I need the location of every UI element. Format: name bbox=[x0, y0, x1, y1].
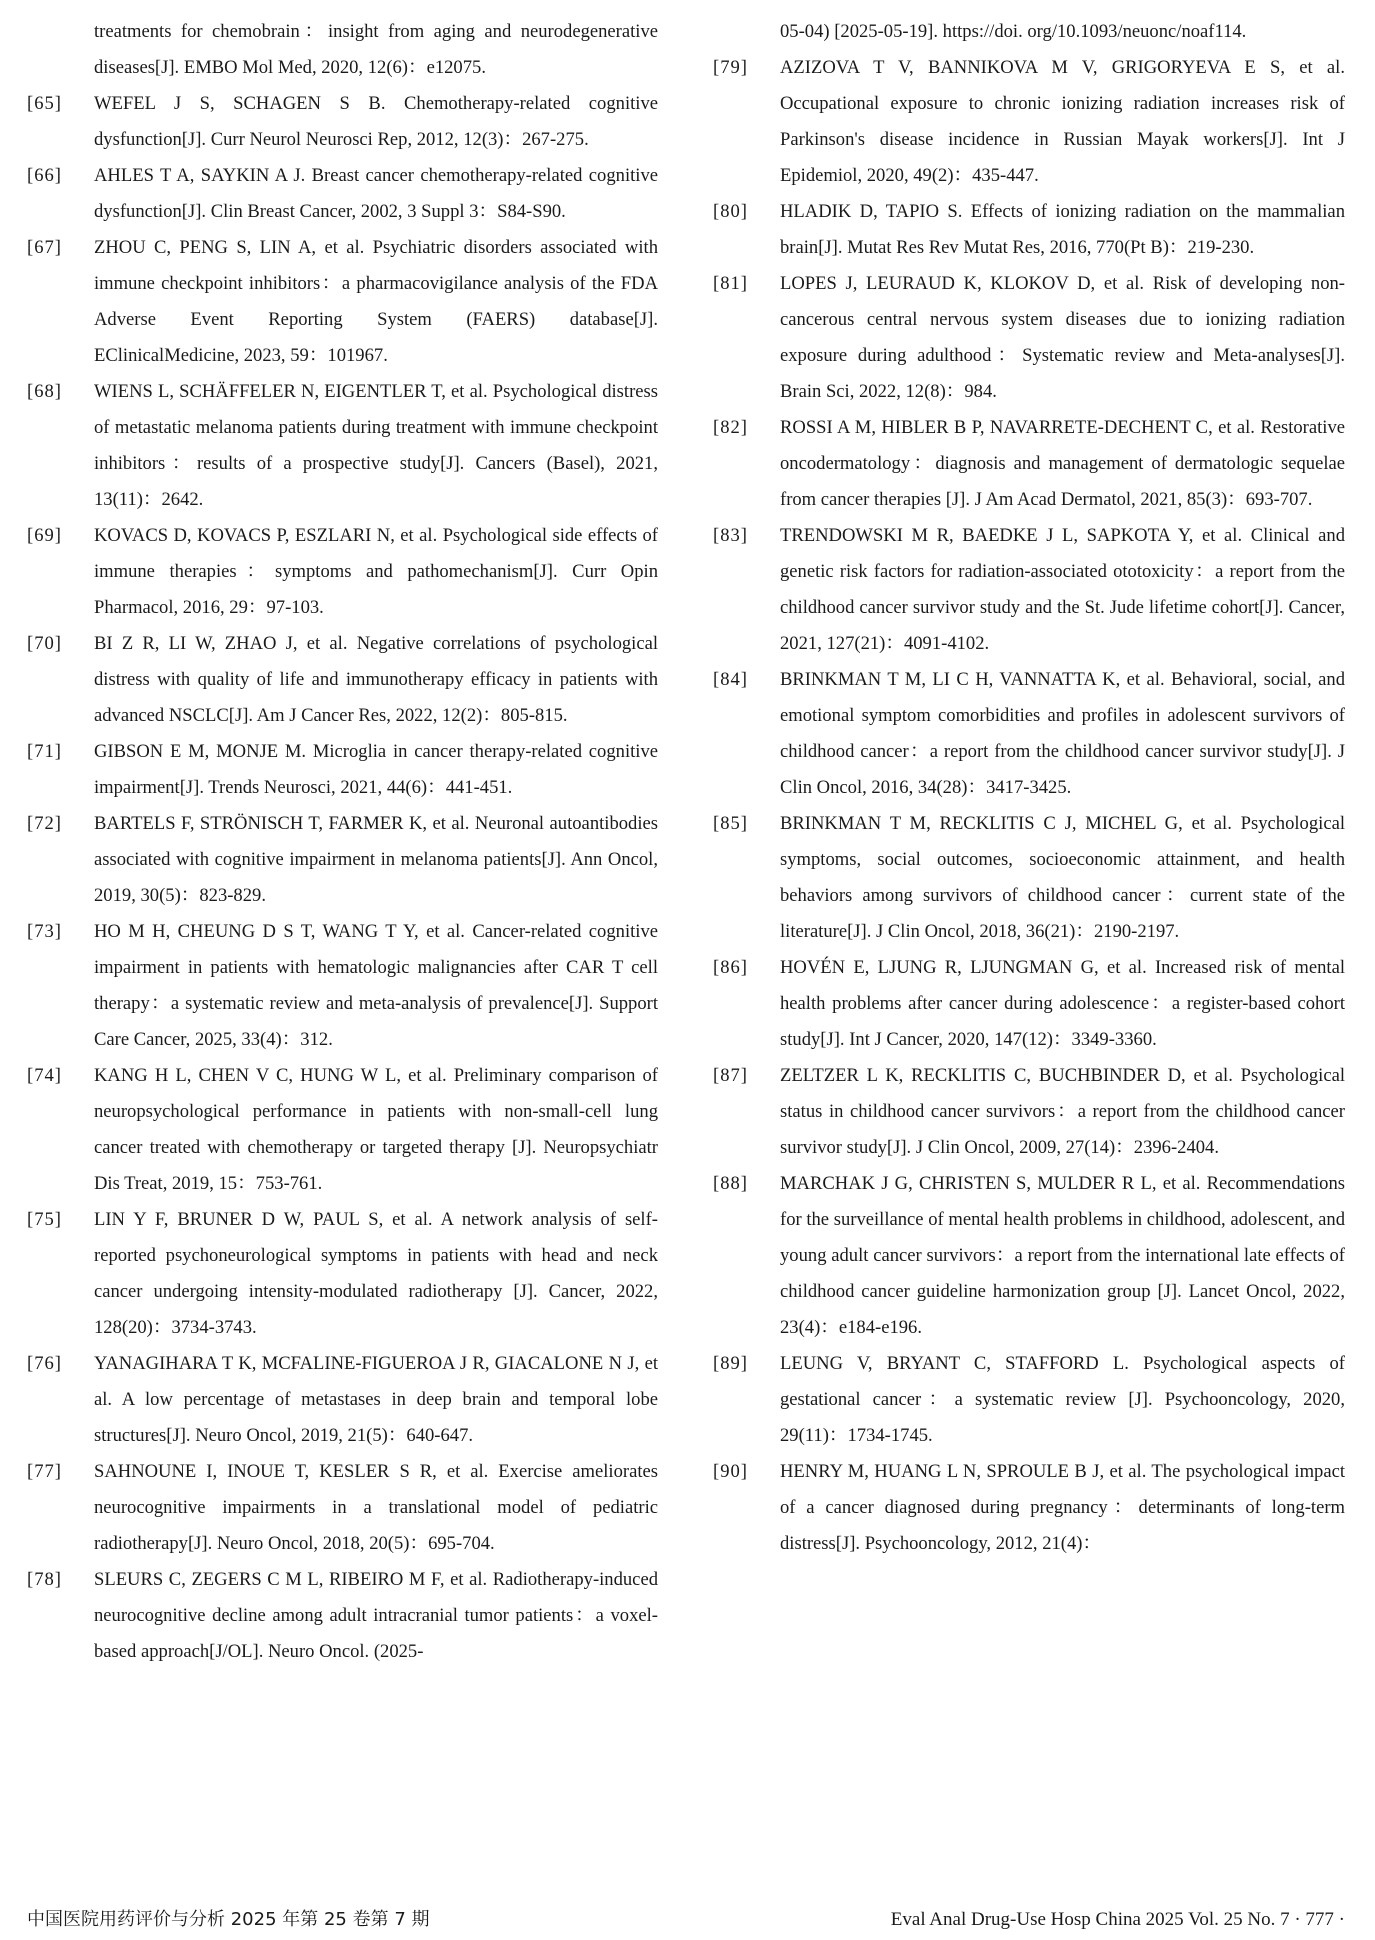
reference-entry bbox=[713, 410, 1345, 518]
reference-text: KOVACS D, KOVACS P, ESZLARI N, et al. Psychological side effects of immune therapies：symptoms and pathomechanism[J]. Curr Opin Pharmacol, 2016, 29：97-103. bbox=[94, 525, 658, 618]
reference-entry bbox=[27, 914, 658, 1058]
reference-entry bbox=[713, 518, 1345, 662]
reference-number: [80] bbox=[713, 201, 748, 222]
page-footer bbox=[27, 1905, 1345, 1935]
reference-number: [77] bbox=[27, 1461, 62, 1482]
reference-number: [89] bbox=[713, 1353, 748, 1374]
reference-number: [83] bbox=[713, 525, 748, 546]
reference-entry bbox=[713, 806, 1345, 950]
reference-number: [79] bbox=[713, 57, 748, 78]
reference-text: WEFEL J S, SCHAGEN S B. Chemotherapy-related cognitive dysfunction[J]. Curr Neurol Neurosci Rep, 2012, 12(3)：267-275. bbox=[94, 93, 658, 150]
reference-entry bbox=[27, 806, 658, 914]
reference-entry bbox=[713, 194, 1345, 266]
reference-entry bbox=[27, 1058, 658, 1202]
reference-entry bbox=[713, 1346, 1345, 1454]
reference-text: ZELTZER L K, RECKLITIS C, BUCHBINDER D, et al. Psychological status in childhood cancer survivors：a report from the childhood cancer survivor study[J]. J Clin Oncol, 2009, 27(14)：2396-2404. bbox=[780, 1065, 1345, 1158]
reference-entry bbox=[27, 1202, 658, 1346]
reference-number: [85] bbox=[713, 813, 748, 834]
reference-continuation: treatments for chemobrain：insight from aging and neurodegenerative diseases[J]. EMBO Mol Med, 2020, 12(6)：e12075. bbox=[94, 21, 658, 78]
reference-text: BRINKMAN T M, LI C H, VANNATTA K, et al. Behavioral, social, and emotional symptom comorbidities and profiles in adolescent survivors of childhood cancer：a report from the childhood cancer survivor study[J]. J Clin Oncol, 2016, 34(28)：3417-3425. bbox=[780, 669, 1345, 798]
reference-text: ROSSI A M, HIBLER B P, NAVARRETE-DECHENT C, et al. Restorative oncodermatology：diagnosis and management of dermatologic sequelae from cancer therapies [J]. J Am Acad Dermatol, 2021, 85(3)：693-707. bbox=[780, 417, 1345, 510]
reference-entry bbox=[713, 1166, 1345, 1346]
reference-entry bbox=[27, 1346, 658, 1454]
reference-number: [87] bbox=[713, 1065, 748, 1086]
reference-text: KANG H L, CHEN V C, HUNG W L, et al. Preliminary comparison of neuropsychological performance in patients with non-small-cell lung cancer treated with chemotherapy or targeted therapy [J]. Neuropsychiatr Dis Treat, 2019, 15：753-761. bbox=[94, 1065, 658, 1194]
reference-entry bbox=[27, 374, 658, 518]
reference-entry bbox=[27, 86, 658, 158]
journal-issue-page: Eval Anal Drug-Use Hosp China 2025 Vol. 25 No. 7 · 777 · bbox=[890, 1909, 1345, 1930]
right-column bbox=[713, 14, 1345, 1562]
reference-number: [74] bbox=[27, 1065, 62, 1086]
reference-text: MARCHAK J G, CHRISTEN S, MULDER R L, et al. Recommendations for the surveillance of mental health problems in childhood, adolescent, and young adult cancer survivors：a report from the international late effects of childhood cancer guideline harmonization group [J]. Lancet Oncol, 2022, 23(4)：e184-e196. bbox=[780, 1173, 1345, 1338]
reference-number: [75] bbox=[27, 1209, 62, 1230]
reference-entry bbox=[713, 662, 1345, 806]
reference-number: [73] bbox=[27, 921, 62, 942]
journal-name-chinese: 中国医院用药评价与分析 2025 年第 25 卷第 7 期 bbox=[27, 1909, 430, 1930]
reference-entry bbox=[27, 158, 658, 230]
reference-entry bbox=[27, 230, 658, 374]
reference-number: [69] bbox=[27, 525, 62, 546]
reference-number: [84] bbox=[713, 669, 748, 690]
reference-entry bbox=[713, 50, 1345, 194]
reference-number: [68] bbox=[27, 381, 62, 402]
reference-entry bbox=[27, 626, 658, 734]
reference-text: BRINKMAN T M, RECKLITIS C J, MICHEL G, et al. Psychological symptoms, social outcomes, socioeconomic attainment, and health behaviors among survivors of childhood cancer：current state of the literature[J]. J Clin Oncol, 2018, 36(21)：2190-2197. bbox=[780, 813, 1345, 942]
reference-entry bbox=[27, 1562, 658, 1670]
reference-text: HO M H, CHEUNG D S T, WANG T Y, et al. Cancer-related cognitive impairment in patients with hematologic malignancies after CAR T cell therapy：a systematic review and meta-analysis of prevalence[J]. Support Care Cancer, 2025, 33(4)：312. bbox=[94, 921, 658, 1050]
reference-text: YANAGIHARA T K, MCFALINE-FIGUEROA J R, GIACALONE N J, et al. A low percentage of metastases in deep brain and temporal lobe structures[J]. Neuro Oncol, 2019, 21(5)：640-647. bbox=[94, 1353, 658, 1446]
reference-entry bbox=[713, 950, 1345, 1058]
reference-number: [67] bbox=[27, 237, 62, 258]
reference-text: ZHOU C, PENG S, LIN A, et al. Psychiatric disorders associated with immune checkpoint inhibitors：a pharmacovigilance analysis of the FDA Adverse Event Reporting System (FAERS) database[J]. EClinicalMedicine, 2023, 59：101967. bbox=[94, 237, 658, 366]
reference-number: [88] bbox=[713, 1173, 748, 1194]
reference-entry bbox=[27, 518, 658, 626]
reference-text: BARTELS F, STRÖNISCH T, FARMER K, et al. Neuronal autoantibodies associated with cognitive impairment in melanoma patients[J]. Ann Oncol, 2019, 30(5)：823-829. bbox=[94, 813, 658, 906]
reference-text: AHLES T A, SAYKIN A J. Breast cancer chemotherapy-related cognitive dysfunction[J]. Clin Breast Cancer, 2002, 3 Suppl 3：S84-S90. bbox=[94, 165, 658, 222]
reference-number: [71] bbox=[27, 741, 62, 762]
reference-text: WIENS L, SCHÄFFELER N, EIGENTLER T, et al. Psychological distress of metastatic melanoma patients during treatment with immune checkpoint inhibitors：results of a prospective study[J]. Cancers (Basel), 2021, 13(11)：2642. bbox=[94, 381, 658, 510]
reference-text: AZIZOVA T V, BANNIKOVA M V, GRIGORYEVA E S, et al. Occupational exposure to chronic ionizing radiation increases risk of Parkinson's disease incidence in Russian Mayak workers[J]. Int J Epidemiol, 2020, 49(2)：435-447. bbox=[780, 57, 1345, 186]
reference-number: [90] bbox=[713, 1461, 748, 1482]
reference-text: LEUNG V, BRYANT C, STAFFORD L. Psychological aspects of gestational cancer：a systematic review [J]. Psychooncology, 2020, 29(11)：1734-1745. bbox=[780, 1353, 1345, 1446]
reference-list bbox=[713, 50, 1345, 1562]
reference-number: [72] bbox=[27, 813, 62, 834]
reference-text: LOPES J, LEURAUD K, KLOKOV D, et al. Risk of developing non-cancerous central nervous system diseases due to ionizing radiation exposure during adulthood：Systematic review and Meta-analyses[J]. Brain Sci, 2022, 12(8)：984. bbox=[780, 273, 1345, 402]
reference-number: [65] bbox=[27, 93, 62, 114]
reference-entry bbox=[27, 734, 658, 806]
reference-text: HENRY M, HUANG L N, SPROULE B J, et al. The psychological impact of a cancer diagnosed during pregnancy：determinants of long-term distress[J]. Psychooncology, 2012, 21(4)： bbox=[780, 1461, 1345, 1554]
reference-text: GIBSON E M, MONJE M. Microglia in cancer therapy-related cognitive impairment[J]. Trends Neurosci, 2021, 44(6)：441-451. bbox=[94, 741, 658, 798]
reference-text: SLEURS C, ZEGERS C M L, RIBEIRO M F, et al. Radiotherapy-induced neurocognitive decline among adult intracranial tumor patients：a voxel-based approach[J/OL]. Neuro Oncol. (2025- bbox=[94, 1569, 658, 1662]
reference-number: [66] bbox=[27, 165, 62, 186]
reference-number: [81] bbox=[713, 273, 748, 294]
reference-text: HOVÉN E, LJUNG R, LJUNGMAN G, et al. Increased risk of mental health problems after cancer during adolescence：a register-based cohort study[J]. Int J Cancer, 2020, 147(12)：3349-3360. bbox=[780, 957, 1345, 1050]
reference-number: [70] bbox=[27, 633, 62, 654]
reference-entry bbox=[713, 1058, 1345, 1166]
reference-number: [82] bbox=[713, 417, 748, 438]
reference-entry bbox=[713, 1454, 1345, 1562]
reference-text: HLADIK D, TAPIO S. Effects of ionizing radiation on the mammalian brain[J]. Mutat Res Rev Mutat Res, 2016, 770(Pt B)：219-230. bbox=[780, 201, 1345, 258]
reference-continuation: 05-04) [2025-05-19]. https://doi. org/10.1093/neuonc/noaf114. bbox=[780, 21, 1247, 42]
reference-number: [86] bbox=[713, 957, 748, 978]
reference-text: BI Z R, LI W, ZHAO J, et al. Negative correlations of psychological distress with quality of life and immunotherapy efficacy in patients with advanced NSCLC[J]. Am J Cancer Res, 2022, 12(2)：805-815. bbox=[94, 633, 658, 726]
reference-entry bbox=[713, 266, 1345, 410]
reference-text: LIN Y F, BRUNER D W, PAUL S, et al. A network analysis of self-reported psychoneurological symptoms in patients with head and neck cancer undergoing intensity-modulated radiotherapy [J]. Cancer, 2022, 128(20)：3734-3743. bbox=[94, 1209, 658, 1338]
reference-list bbox=[27, 86, 658, 1670]
reference-number: [78] bbox=[27, 1569, 62, 1590]
left-column bbox=[27, 14, 658, 1670]
reference-text: SAHNOUNE I, INOUE T, KESLER S R, et al. Exercise ameliorates neurocognitive impairments in a translational model of pediatric radiotherapy[J]. Neuro Oncol, 2018, 20(5)：695-704. bbox=[94, 1461, 658, 1554]
reference-number: [76] bbox=[27, 1353, 62, 1374]
reference-entry bbox=[27, 1454, 658, 1562]
reference-text: TRENDOWSKI M R, BAEDKE J L, SAPKOTA Y, et al. Clinical and genetic risk factors for radiation-associated ototoxicity：a report from the childhood cancer survivor study and the St. Jude lifetime cohort[J]. Cancer, 2021, 127(21)：4091-4102. bbox=[780, 525, 1345, 654]
